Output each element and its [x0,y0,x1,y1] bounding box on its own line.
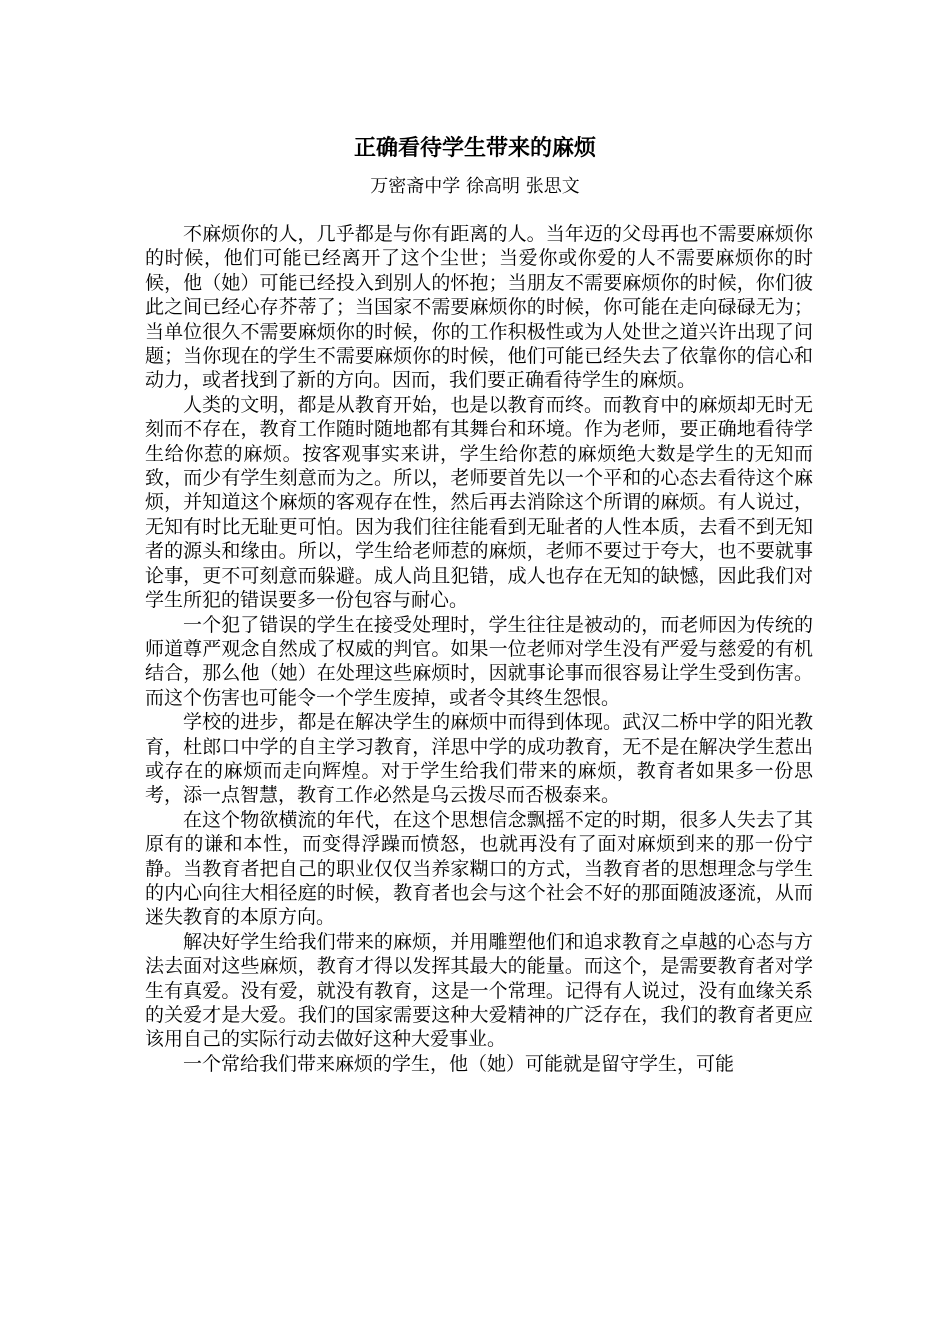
document-title: 正确看待学生带来的麻烦 [353,136,596,161]
paragraph: 不麻烦你的人，几乎都是与你有距离的人。当年迈的父母再也不需要麻烦你的时候，他们可能已经离开了这个尘世；当爱你或你爱的人不需要麻烦你的时候，他（她）可能已经投入到别人的怀抱；当朋友不需要麻烦你的时候，你们彼此之间已经心存芥蒂了；当国家不需要麻烦你的时候，你可能在走向碌碌无为；当单位很久不需要麻烦你的时候，你的工作积极性或为人处世之道兴许出现了问题；当你现在的学生不需要麻烦你的时候，他们可能已经失去了依靠你的信心和动力，或者找到了新的方向。因而，我们要正确看待学生的麻烦。 [145,223,813,392]
paragraph: 一个犯了错误的学生在接受处理时，学生往往是被动的，而老师因为传统的师道尊严观念自然成了权威的判官。如果一位老师对学生没有严爱与慈爱的有机结合，那么他（她）在处理这些麻烦时，因就事论事而很容易让学生受到伤害。而这个伤害也可能令一个学生废掉，或者令其终生怨恨。 [145,613,813,709]
paragraph: 人类的文明，都是从教育开始，也是以教育而终。而教育中的麻烦却无时无刻而不存在，教育工作随时随地都有其舞台和环境。作为老师，要正确地看待学生给你惹的麻烦。按客观事实来讲，学生给你惹的麻烦绝大数是学生的无知而致，而少有学生刻意而为之。所以，老师要首先以一个平和的心态去看待这个麻烦，并知道这个麻烦的客观存在性，然后再去消除这个所谓的麻烦。有人说过，无知有时比无耻更可怕。因为我们往往能看到无耻者的人性本质，去看不到无知者的源头和缘由。所以，学生给老师惹的麻烦，老师不要过于夸大，也不要就事论事，更不可刻意而躲避。成人尚且犯错，成人也存在无知的缺憾，因此我们对学生所犯的错误要多一份包容与耐心。 [145,393,813,612]
paragraph: 在这个物欲横流的年代，在这个思想信念飘摇不定的时期，很多人失去了其原有的谦和本性，而变得浮躁而愤怒，也就再没有了面对麻烦到来的那一份宁静。当教育者把自己的职业仅仅当养家糊口的方式，当教育者的思想理念与学生的内心向往大相径庭的时候，教育者也会与这个社会不好的那面随波逐流，从而迷失教育的本原方向。 [145,808,813,929]
paragraph: 解决好学生给我们带来的麻烦，并用雕塑他们和追求教育之卓越的心态与方法去面对这些麻烦，教育才得以发挥其最大的能量。而这个，是需要教育者对学生有真爱。没有爱，就没有教育，这是一个常理。记得有人说过，没有血缘关系的关爱才是大爱。我们的国家需要这种大爱精神的广泛存在，我们的教育者更应该用自己的实际行动去做好这种大爱事业。 [145,930,813,1051]
document-body [145,222,813,1076]
author-line: 万密斋中学 徐高明 张思文 [370,176,580,197]
paragraph: 学校的进步，都是在解决学生的麻烦中而得到体现。武汉二桥中学的阳光教育，杜郎口中学的自主学习教育，洋思中学的成功教育，无不是在解决学生惹出或存在的麻烦而走向辉煌。对于学生给我们带来的麻烦，教育者如果多一份思考，添一点智慧，教育工作必然是乌云拨尽而否极泰来。 [145,711,813,807]
paragraph: 一个常给我们带来麻烦的学生，他（她）可能就是留守学生，可能 [183,1052,735,1075]
